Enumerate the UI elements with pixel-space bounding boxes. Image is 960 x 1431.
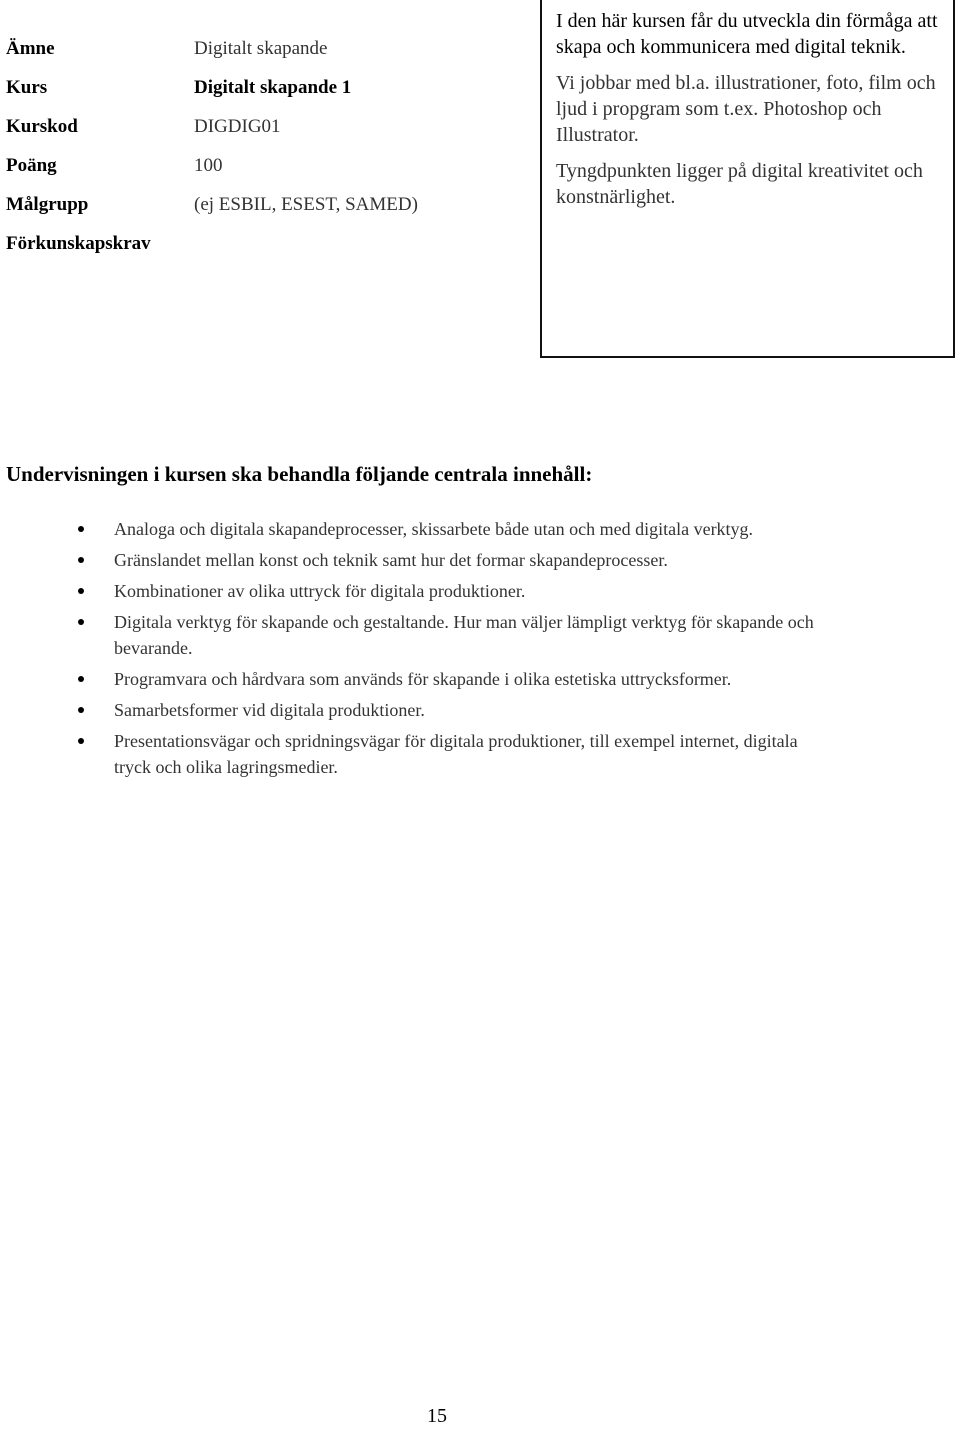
bullet-icon [78,619,84,625]
list-item [78,666,838,692]
info-label: Ämne [6,38,55,59]
info-label: Förkunskapskrav [6,233,151,254]
info-value: DIGDIG01 [194,116,281,137]
course-description-box [540,0,955,358]
list-item [78,697,838,723]
info-label: Kurs [6,77,48,98]
description-paragraph: I den här kursen får du utveckla din förmåga att skapa och kommunicera med digital teknik. [556,10,938,58]
bullet-icon [78,738,84,744]
list-item [78,578,838,604]
info-label: Målgrupp [6,194,89,215]
list-item-text: Programvara och hårdvara som används för skapande i olika estetiska uttrycksformer. [114,669,732,689]
info-value: (ej ESBIL, ESEST, SAMED) [194,194,418,215]
bullet-icon [78,526,84,532]
list-item-text: Analoga och digitala skapandeprocesser, skissarbete både utan och med digitala verktyg. [114,519,754,539]
description-paragraph: Vi jobbar med bl.a. illustrationer, foto, film och ljud i propgram som t.ex. Photoshop och Illustrator. [556,72,936,146]
central-content-list [78,516,838,785]
info-value: Digitalt skapande [194,38,328,59]
bullet-icon [78,676,84,682]
info-value: Digitalt skapande 1 [194,77,352,98]
list-item-text: Kombinationer av olika uttryck för digitala produktioner. [114,581,526,601]
bullet-icon [78,588,84,594]
list-item [78,547,838,573]
list-item-text: Digitala verktyg för skapande och gestaltande. Hur man väljer lämpligt verktyg för skapande och bevarande. [114,612,814,658]
info-label: Kurskod [6,116,78,137]
list-item-text: Samarbetsformer vid digitala produktioner. [114,700,425,720]
bullet-icon [78,707,84,713]
list-item [78,516,838,542]
list-item-text: Gränslandet mellan konst och teknik samt hur det formar skapandeprocesser. [114,550,668,570]
info-value: 100 [194,155,223,176]
bullet-icon [78,557,84,563]
description-paragraph: Tyngdpunkten ligger på digital kreativitet och konstnärlighet. [556,160,923,208]
info-label: Poäng [6,155,57,176]
page-number: 15 [427,1405,447,1427]
list-item [78,728,838,780]
list-item [78,609,838,661]
list-item-text: Presentationsvägar och spridningsvägar för digitala produktioner, till exempel internet, digitala tryck och olika lagringsmedier. [114,731,798,777]
central-content-heading: Undervisningen i kursen ska behandla följande centrala innehåll: [6,462,593,486]
